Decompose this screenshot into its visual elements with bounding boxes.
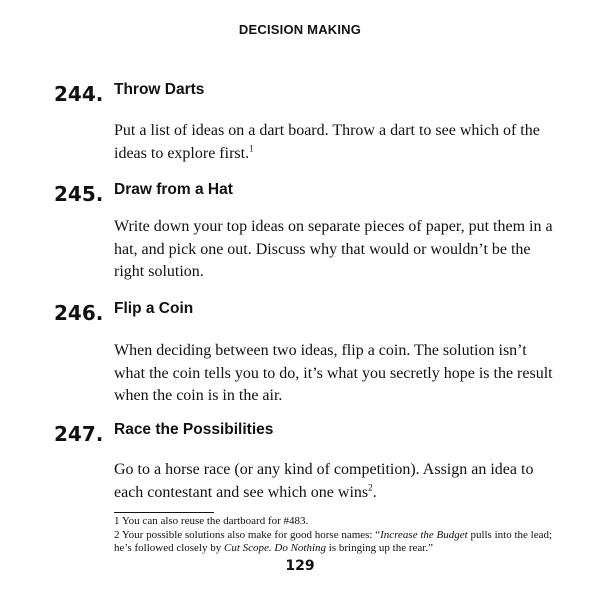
entry-title: Flip a Coin: [114, 300, 194, 317]
footnote-reference: 1: [249, 143, 254, 154]
entry-title: Throw Darts: [114, 81, 205, 98]
footnote-text: 2 Your possible solutions also make for good horse names: “: [114, 528, 381, 541]
entry-number: 245.: [54, 182, 104, 206]
entry-body: [114, 120, 554, 165]
footnote-italic: Cut Scope. Do Nothing: [223, 542, 327, 554]
footnote-2: [114, 529, 554, 556]
entry-body-text: Go to a horse race (or any kind of competition). Assign an idea to each contestant and see which one wins: [114, 461, 534, 501]
footnote-reference: 2: [368, 482, 373, 493]
entry-body: When deciding between two ideas, flip a coin. The solution isn’t what the coin tells you to do, it’s what you secretly hope is the result when the coin is in the air.: [114, 342, 553, 404]
footnotes: [114, 515, 554, 556]
entry-number: 246.: [54, 301, 104, 325]
page-number: 129: [285, 558, 315, 574]
entry-body: [114, 459, 554, 504]
entry-title: Draw from a Hat: [114, 181, 233, 198]
entry-body-text: Put a list of ideas on a dart board. Throw a dart to see which of the ideas to explore first.: [114, 122, 540, 162]
footnote-1: 1 You can also reuse the dartboard for #483.: [114, 515, 309, 527]
footnote-text: pulls into the lead; he’s followed closely by: [114, 528, 553, 554]
footnote-rule: [114, 512, 214, 513]
footnote-italic: Increase the Budget: [380, 528, 468, 541]
entry-body: Write down your top ideas on separate pieces of paper, put them in a hat, and pick one out. Discuss why that would or wouldn’t be the right solution.: [114, 218, 553, 280]
footnote-text: is bringing up the rear.”: [326, 542, 433, 554]
entry-title: Race the Possibilities: [114, 421, 274, 438]
entry-number: 244.: [54, 82, 104, 106]
entry-number: 247.: [54, 422, 104, 446]
entry-body-end: .: [372, 483, 377, 501]
running-header: DECISION MAKING: [238, 22, 362, 37]
